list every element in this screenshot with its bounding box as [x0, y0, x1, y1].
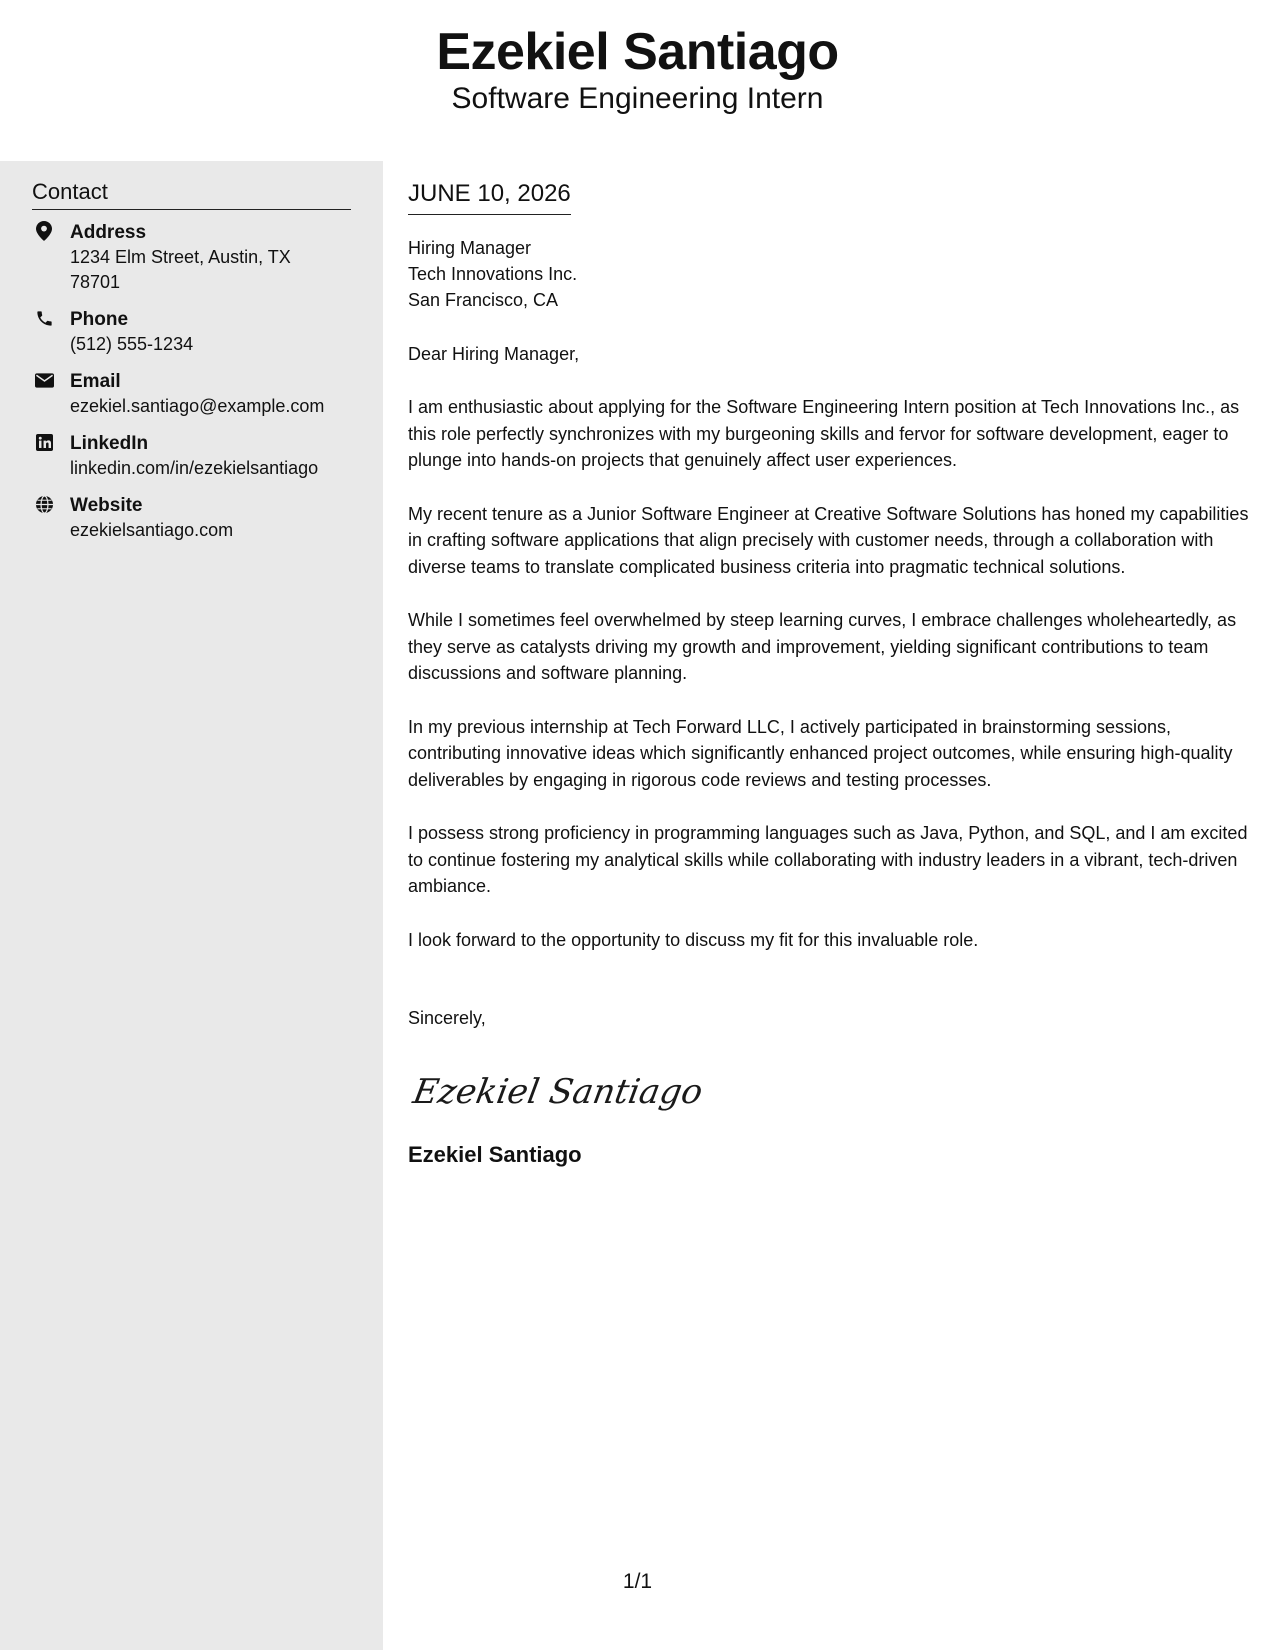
contact-item-website [32, 494, 362, 543]
contact-item-email [32, 370, 362, 419]
email-label: Email [70, 371, 121, 392]
linkedin-value: linkedin.com/in/ezekielsantiago [70, 458, 319, 478]
applicant-title: Software Engineering Intern [451, 82, 824, 115]
contact-item-phone [32, 308, 362, 357]
salutation: Dear Hiring Manager, [408, 344, 580, 364]
linkedin-icon [34, 432, 54, 452]
address-value: 1234 Elm Street, Austin, TX 78701 [70, 247, 291, 292]
signed-name: Ezekiel Santiago [408, 1142, 582, 1167]
body-paragraph: My recent tenure as a Junior Software Engineer at Creative Software Solutions has honed my capabilities in crafting software applications that align precisely with customer needs, through a collaboration with diverse teams to translate complicated business criteria into pragmatic technical solutions. [408, 503, 1249, 577]
body-paragraph: I am enthusiastic about applying for the Software Engineering Intern position at Tech Innovations Inc., as this role perfectly synchronizes with my burgeoning skills and fervor for software development, eager to plunge into hands-on projects that genuinely affect user experiences. [408, 397, 1240, 470]
website-value: ezekielsantiago.com [70, 520, 234, 540]
contact-item-address [32, 221, 362, 295]
applicant-name: Ezekiel Santiago [436, 23, 839, 81]
phone-label: Phone [70, 309, 129, 330]
body-paragraph: In my previous internship at Tech Forward LLC, I actively participated in brainstorming sessions, contributing innovative ideas which significantly enhanced project outcomes, while ensuring high-quality deliverables by engaging in rigorous code reviews and testing processes. [408, 716, 1233, 790]
contact-list [32, 221, 362, 556]
handwritten-signature [408, 1067, 1253, 1123]
recipient-line: Tech Innovations Inc. [408, 264, 578, 284]
closing: Sincerely, [408, 1008, 486, 1028]
phone-value: (512) 555-1234 [70, 334, 194, 354]
recipient-block [408, 235, 1253, 313]
recipient-line: San Francisco, CA [408, 290, 559, 310]
contact-sidebar [0, 161, 383, 1650]
contact-heading: Contact [32, 177, 351, 210]
email-value: ezekiel.santiago@example.com [70, 396, 325, 416]
recipient-line: Hiring Manager [408, 238, 532, 258]
website-label: Website [70, 495, 143, 516]
letter-body [408, 161, 1253, 1170]
letter-header [0, 0, 1275, 160]
contact-item-linkedin [32, 432, 362, 481]
body-paragraph: I possess strong proficiency in programming languages such as Java, Python, and SQL, and I am excited to continue fostering my analytical skills while collaborating with industry leaders in a vibrant, tech-driven ambiance. [408, 823, 1248, 896]
address-label: Address [70, 222, 147, 243]
map-pin-icon [34, 221, 54, 241]
letter-date: JUNE 10, 2026 [408, 178, 571, 215]
linkedin-label: LinkedIn [70, 433, 149, 454]
signature-text: Ezekiel Santiago [410, 1072, 706, 1112]
envelope-icon [34, 370, 54, 390]
globe-icon [34, 494, 54, 514]
phone-icon [34, 308, 54, 328]
page-number: 1/1 [622, 1570, 653, 1593]
body-paragraph: While I sometimes feel overwhelmed by steep learning curves, I embrace challenges wholeheartedly, as they serve as catalysts driving my growth and improvement, yielding significant contributions to team discussions and software planning. [408, 610, 1237, 683]
body-paragraph: I look forward to the opportunity to discuss my fit for this invaluable role. [408, 929, 979, 950]
